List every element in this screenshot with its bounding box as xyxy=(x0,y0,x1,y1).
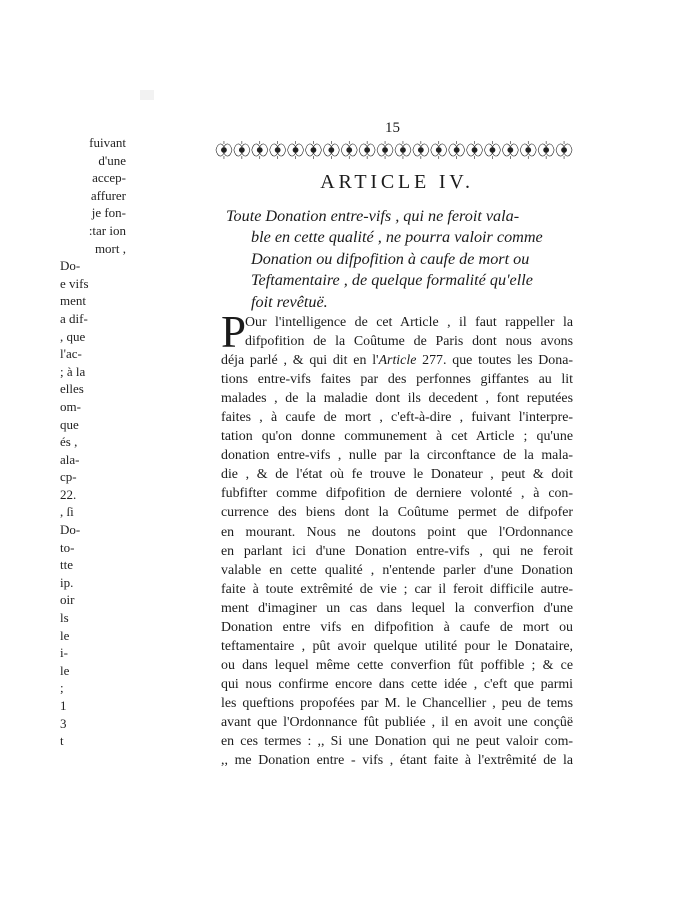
body-line: valable en cette qualité , n'entende parler d'une Donation xyxy=(221,562,573,578)
margin-fragment: 22. xyxy=(60,486,77,502)
fleuron-icon xyxy=(359,141,375,159)
summary-line: foit revêtuë. xyxy=(251,292,328,311)
fleuron-icon xyxy=(484,141,500,159)
fleuron-icon xyxy=(502,141,518,159)
fleuron-icon xyxy=(377,141,393,159)
margin-fragment: accep- xyxy=(92,170,126,186)
margin-fragment: t xyxy=(60,733,64,749)
scan-smudge xyxy=(140,90,154,100)
body-line: qui nous confirme encore dans cette idée , c'eft que parmi xyxy=(221,676,573,692)
summary-line: Donation ou difpofition à caufe de mort ou xyxy=(251,249,530,268)
fleuron-icon xyxy=(341,141,357,159)
body-line: les queftions propofées par M. le Chancellier , peu de tems xyxy=(221,695,573,711)
margin-fragment: ls xyxy=(60,610,69,626)
body-line: tions entre-vifs faites par des perfonnes giffantes au lit xyxy=(221,372,573,388)
fleuron-icon xyxy=(234,141,250,159)
summary-line: Teftamentaire , de quelque formalité qu'elle xyxy=(251,271,533,290)
body-line: tation qu'on donne communement à cet Article ; qu'une xyxy=(221,429,573,445)
body-text-fragment: 277. que toutes les Dona- xyxy=(416,353,573,369)
body-line: faites , à caufe de mort , c'eft-à-dire , fuivant l'interpre- xyxy=(221,410,573,426)
article-summary xyxy=(226,206,571,313)
margin-fragment: ; xyxy=(60,680,64,696)
margin-fragment: l'ac- xyxy=(60,346,82,362)
fleuron-icon xyxy=(270,141,286,159)
margin-fragment: a dif- xyxy=(60,310,88,326)
body-line: faite à toute extrêmité de vie ; car il feroit difficile autre- xyxy=(221,581,573,597)
body-line: ment d'imaginer un cas dans lequel la converfion d'une xyxy=(221,600,573,616)
margin-fragment: és , xyxy=(60,434,78,450)
fleuron-icon xyxy=(305,141,321,159)
fleuron-icon xyxy=(395,141,411,159)
body-line: en parlant ici d'une Donation entre-vifs , qui ne feroit xyxy=(221,543,573,559)
fleuron-icon xyxy=(538,141,554,159)
fleuron-icon xyxy=(556,141,572,159)
margin-fragment: d'une xyxy=(98,152,126,168)
body-line: malades , de la maladie dont ils decedent , font reputées xyxy=(221,391,573,407)
fleuron-icon xyxy=(520,141,536,159)
summary-line: ble en cette qualité , ne pourra valoir comme xyxy=(251,228,543,247)
margin-fragment: tte xyxy=(60,557,73,573)
margin-fragment: :tar ion xyxy=(88,222,126,238)
fleuron-icon xyxy=(216,141,232,159)
margin-fragment: Do- xyxy=(60,522,81,538)
margin-fragment: ala- xyxy=(60,451,80,467)
margin-fragment: 1 xyxy=(60,698,67,713)
margin-fragment: ; à la xyxy=(60,363,86,379)
margin-fragment: que xyxy=(60,416,79,432)
margin-fragment: cp- xyxy=(60,469,77,485)
margin-fragment: i- xyxy=(60,645,68,661)
fleuron-icon xyxy=(252,141,268,159)
fleuron-icon xyxy=(413,141,429,159)
fleuron-icon xyxy=(449,141,465,159)
body-line: teftamentaire , pût avoir quelque utilité pour le Donataire, xyxy=(221,638,573,654)
margin-fragment: elles xyxy=(60,381,84,397)
summary-line: Toute Donation entre-vifs , qui ne feroit vala- xyxy=(226,207,520,225)
body-line: difpofition de la Coûtume de Paris dont nous avons xyxy=(245,334,573,350)
fleuron-icon xyxy=(467,141,483,159)
ornament-band xyxy=(215,139,573,161)
body-line: en ces termes : ,, Si une Donation qui ne peut valoir com- xyxy=(221,734,573,750)
margin-fragment: oir xyxy=(60,592,75,608)
margin-fragment: e vifs xyxy=(60,275,89,291)
body-line: Donation entre vifs en difpofition à caufe de mort ou xyxy=(221,619,573,635)
body-line: avant que l'Ordonnance fût publiée , il en avoit une conçûë xyxy=(221,714,573,730)
margin-fragment: om- xyxy=(60,398,81,414)
margin-fragment: 3 xyxy=(60,715,67,731)
body-line: currence des biens dont la Coûtume permet de difpofer xyxy=(221,505,573,521)
body-line: fubfifter comme difpofition de derniere volonté , à con- xyxy=(221,486,573,502)
margin-fragment: ip. xyxy=(60,574,74,590)
body-line: ou dans lequel même cette converfion fût poffible ; & ce xyxy=(221,657,573,673)
margin-fragment: fuivant xyxy=(89,135,126,150)
margin-fragment: , que xyxy=(60,328,86,344)
body-line: donation entre-vifs , nulle par la circonftance de la mala- xyxy=(221,448,573,464)
drop-cap: P xyxy=(221,307,247,357)
body-line: die , & de l'état où fe trouve le Donateur , peut & doit xyxy=(221,467,573,483)
body-line: ,, me Donation entre - vifs , étant faite à l'extrêmité de la xyxy=(221,753,573,769)
margin-fragment: to- xyxy=(60,539,75,555)
page-number: 15 xyxy=(385,120,400,136)
margin-fragment: le xyxy=(60,662,70,678)
margin-fragment: mort , xyxy=(94,240,126,256)
article-heading: ARTICLE IV. xyxy=(320,171,474,193)
article-reference: Article xyxy=(378,353,417,369)
fleuron-icon xyxy=(431,141,447,159)
body-text-fragment: déja parlé , & qui dit en l' xyxy=(221,353,379,369)
margin-fragment: affurer xyxy=(90,187,126,203)
margin-fragment: , ſi xyxy=(60,504,74,520)
margin-fragment: ment xyxy=(60,293,86,309)
margin-fragment: le xyxy=(60,627,70,643)
fleuron-icon xyxy=(288,141,304,159)
margin-fragment: Do- xyxy=(60,258,81,274)
margin-fragment: je fon- xyxy=(91,205,126,221)
body-line: Our l'intelligence de cet Article , il faut rappeller la xyxy=(245,315,573,330)
fleuron-icon xyxy=(323,141,339,159)
body-line xyxy=(221,351,573,370)
facing-page-margin xyxy=(58,134,126,750)
body-line: en mourant. Nous ne doutons point que l'Ordonnance xyxy=(221,524,573,540)
body-text xyxy=(221,307,573,770)
